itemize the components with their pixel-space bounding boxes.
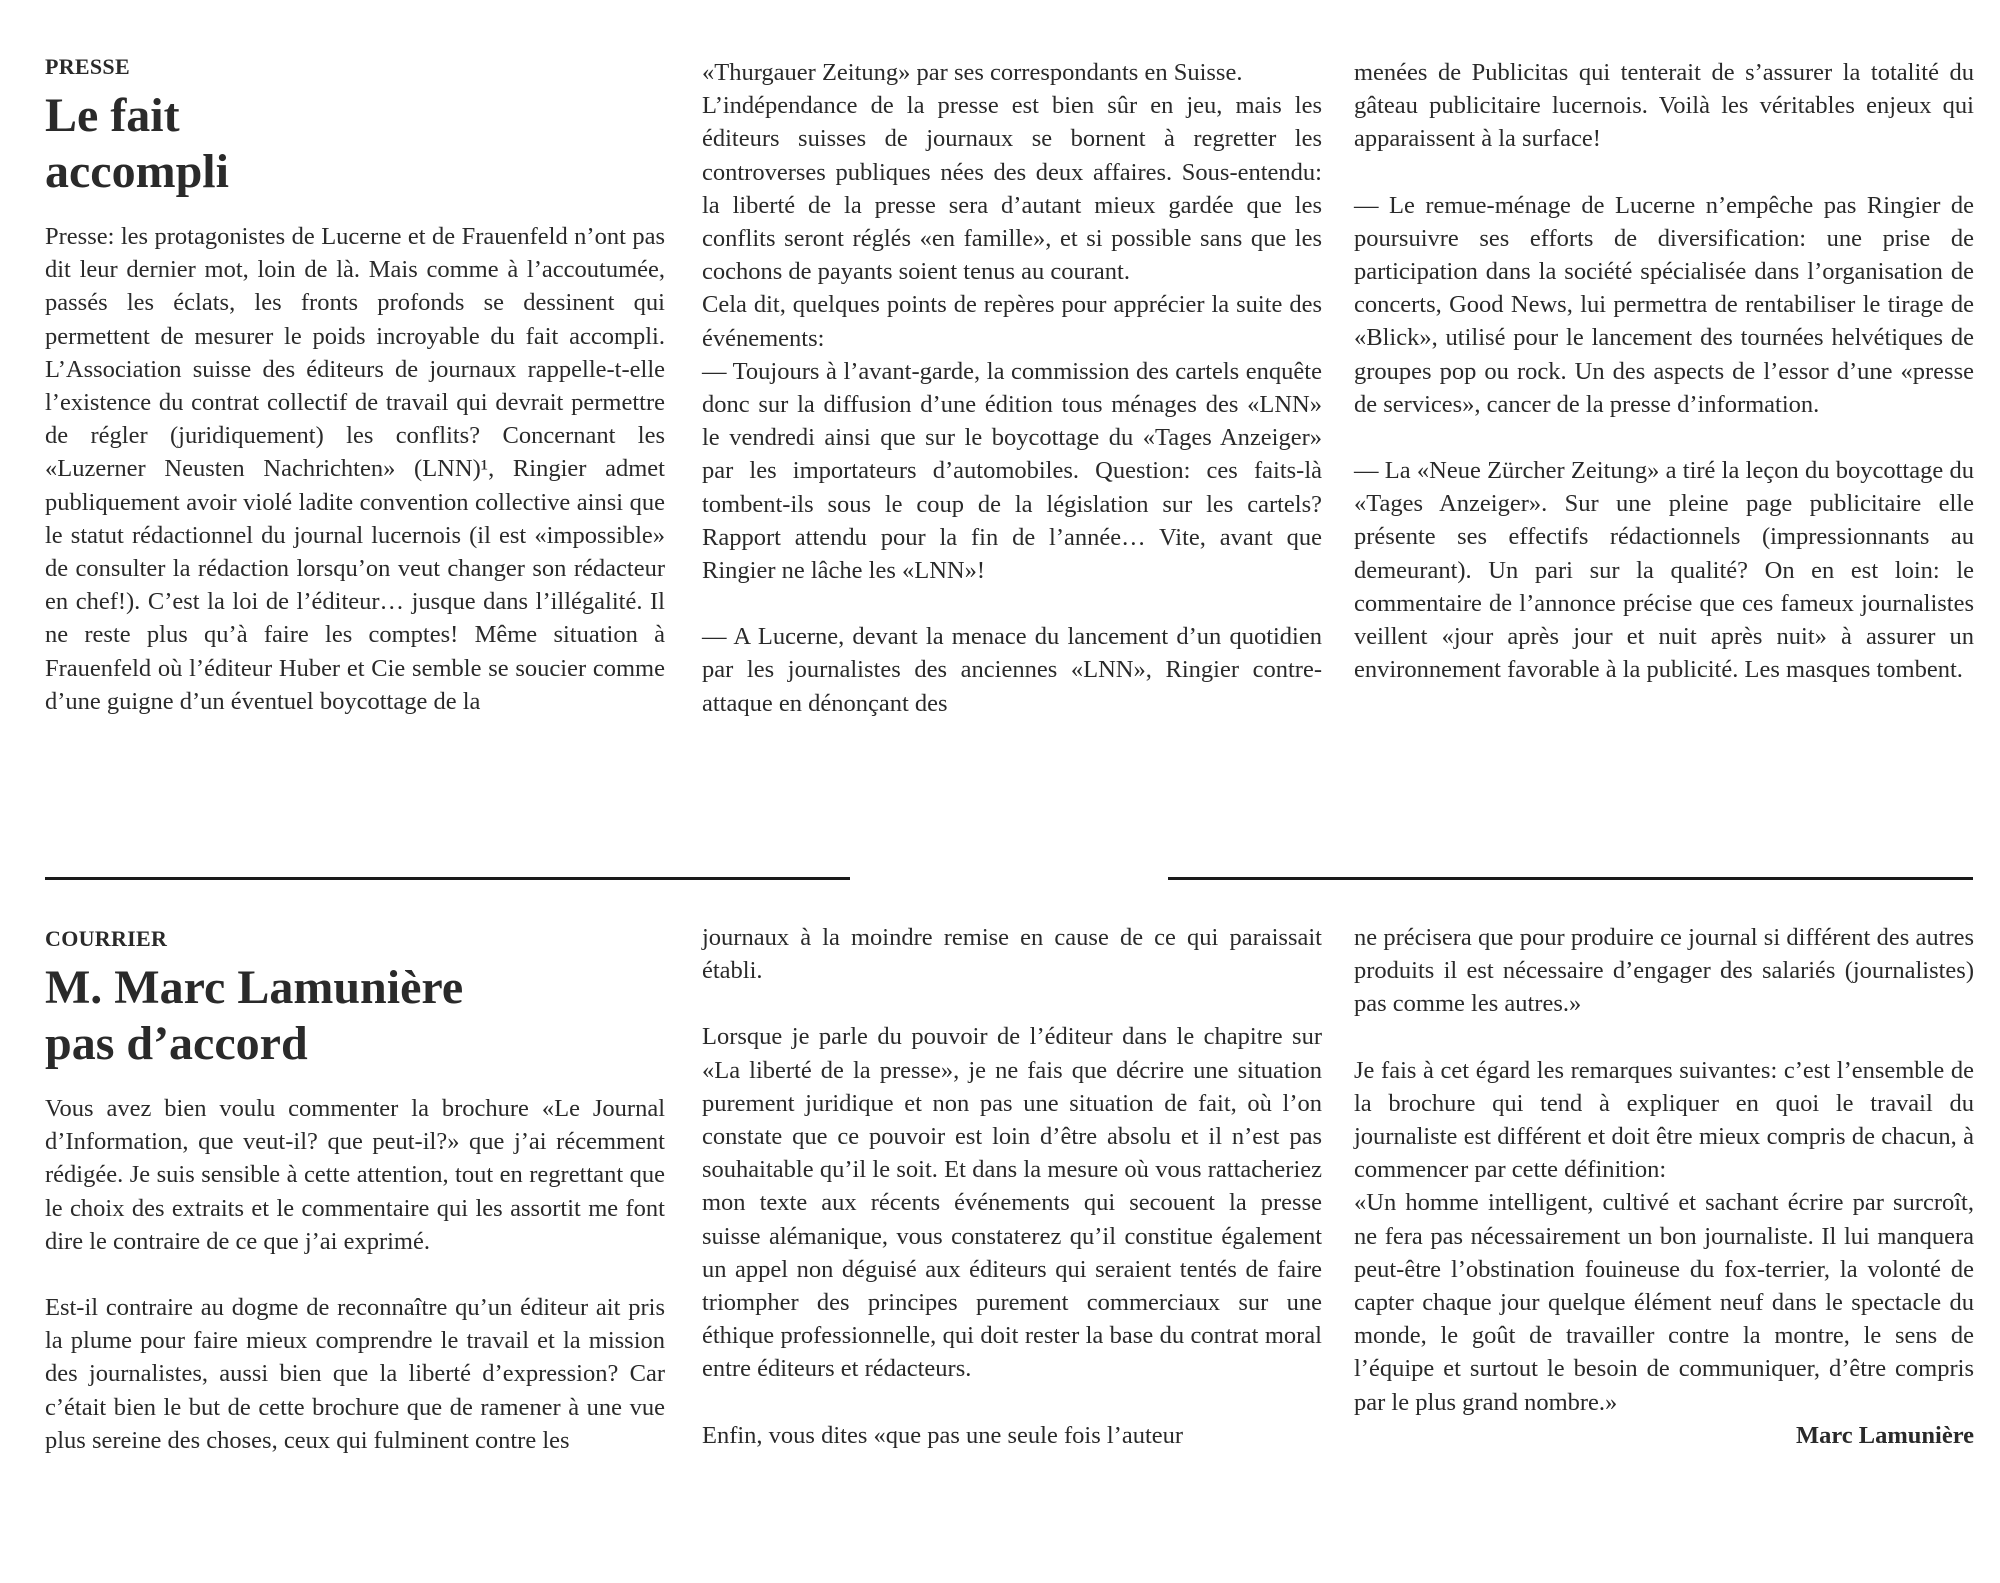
headline-line: Le fait bbox=[45, 89, 180, 142]
paragraph: — A Lucerne, devant la menace du lancement d’un quotidien par les journalistes des anciennes «LNN», Ringier contre-attaque en dénonçant des bbox=[702, 623, 1322, 717]
paragraph: «Thurgauer Zeitung» par ses correspondants en Suisse. bbox=[702, 59, 1243, 86]
section-kicker: PRESSE bbox=[45, 54, 130, 79]
paragraph: Cela dit, quelques points de repères pour apprécier la suite des événements: bbox=[702, 291, 1322, 352]
paragraph: Enfin, vous dites «que pas une seule fois l’auteur bbox=[702, 1421, 1184, 1449]
paragraph: Je fais à cet égard les remarques suivantes: c’est l’ensemble de la brochure qui tend à expliquer en quoi le travail du journaliste est différent et doit être mieux compris de chacun, à commencer par cette définition: bbox=[1354, 1056, 1974, 1184]
headline-line: pas d’accord bbox=[45, 1017, 308, 1070]
author-signature: Marc Lamunière bbox=[1795, 1421, 1974, 1449]
paragraph: «Un homme intelligent, cultivé et sachant écrire par surcroît, ne fera pas nécessairement un bon journaliste. Il lui manquera peut-être l’obstination fouineuse du fox-terrier, la volonté de capter chaque jour quelque élément neuf dans le spectacle du monde, le goût de travailler contre la montre, le sens de l’équipe et surtout le besoin de communiquer, d’être compris par le plus grand nombre.» bbox=[1354, 1189, 1974, 1416]
article1-column3 bbox=[1354, 56, 1974, 686]
paragraph: Presse: les protagonistes de Lucerne et de Frauenfeld n’ont pas dit leur dernier mot, loin de là. Mais comme à l’accoutumée, passés les éclats, les fronts profonds se dessinent qui permettent de mesurer le poids incroyable du fait accompli. L’Association suisse des éditeurs de journaux rappelle-t-elle l’existence du contrat collectif de travail qui devrait permettre de régler (juridiquement) les conflits? Concernant les «Luzerner Neusten Nachrichten» (LNN)¹, Ringier admet publiquement avoir violé ladite convention collective ainsi que le statut rédactionnel du journal lucernois (il est «impossible» de consulter la rédaction lorsqu’on veut changer son rédacteur en chef!). C’est la loi de l’éditeur… jusque dans l’illégalité. Il ne reste plus qu’à faire les comptes! Même situation à Frauenfeld où l’éditeur Huber et Cie semble se soucier comme d’une guigne d’un éventuel boycottage de la bbox=[45, 223, 665, 715]
article2-column1 bbox=[45, 926, 665, 1457]
paragraph: ne précisera que pour produire ce journal si différent des autres produits il est nécessaire d’engager des salariés (journalistes) pas comme les autres.» bbox=[1354, 924, 1974, 1018]
section-divider-left bbox=[45, 877, 850, 880]
paragraph: menées de Publicitas qui tenterait de s’assurer la totalité du gâteau publicitaire lucernois. Voilà les véritables enjeux qui apparaissent à la surface! bbox=[1354, 59, 1974, 153]
paragraph: Est-il contraire au dogme de reconnaître qu’un éditeur ait pris la plume pour faire mieux comprendre le travail et la mission des journalistes, aussi bien que la liberté d’expression? Car c’était bien le but de cette brochure que de ramener à une vue plus sereine des choses, ceux qui fulminent contre les bbox=[45, 1294, 665, 1454]
paragraph: — Toujours à l’avant-garde, la commission des cartels enquête donc sur la diffusion d’une édition tous ménages des «LNN» le vendredi ainsi que sur le boycottage du «Tages Anzeiger» par les importateurs d’automobiles. Question: ces faits-là tombent-ils sous le coup de la législation sur les cartels? Rapport attendu pour la fin de l’année… Vite, avant que Ringier ne lâche les «LNN»! bbox=[702, 357, 1322, 585]
paragraph: Lorsque je parle du pouvoir de l’éditeur dans le chapitre sur «La liberté de la presse», je ne fais que décrire une situation purement juridique et non pas une situation de fait, où l’on constate que ce pouvoir est loin d’être absolu et il n’est pas souhaitable qu’il le soit. Et dans la mesure où vous rattacheriez mon texte aux récents événements qui secouent la presse suisse alémanique, vous constaterez qu’il constitue également un appel non déguisé aux éditeurs qui seraient tentés de faire triompher des principes purement commerciaux sur une éthique professionnelle, qui doit rester la base du contrat moral entre éditeurs et rédacteurs. bbox=[702, 1023, 1322, 1383]
paragraph: — La «Neue Zürcher Zeitung» a tiré la leçon du boycottage du «Tages Anzeiger». Sur une pleine page publicitaire elle présente ses effectifs rédactionnels (impressionnants au demeurant). Un pari sur la qualité? On en est loin: le commentaire de l’annonce précise que ces fameux journalistes veillent «jour après jour et nuit après nuit» à assurer un environnement favorable à la publicité. Les masques tombent. bbox=[1354, 457, 1974, 684]
paragraph: Vous avez bien voulu commenter la brochure «Le Journal d’Information, que veut-il? que peut-il?» que j’ai récemment rédigée. Je suis sensible à cette attention, tout en regrettant que le choix des extraits et le commentaire qui les assortit me font dire le contraire de ce que j’ai exprimé. bbox=[45, 1095, 665, 1255]
headline-line: accompli bbox=[45, 145, 229, 198]
paragraph: L’indépendance de la presse est bien sûr en jeu, mais les éditeurs suisses de journaux se bornent à regretter les controverses publiques nées des deux affaires. Sous-entendu: la liberté de la presse sera d’autant mieux gardée que les conflits seront réglés «en famille», et si possible sans que les cochons de payants soient tenus au courant. bbox=[702, 92, 1322, 286]
article2-column3 bbox=[1354, 921, 1974, 1452]
paragraph: journaux à la moindre remise en cause de ce qui paraissait établi. bbox=[702, 924, 1322, 985]
article-headline bbox=[45, 88, 665, 200]
paragraph: — Le remue-ménage de Lucerne n’empêche pas Ringier de poursuivre ses efforts de diversification: une prise de participation dans la société spécialisée dans l’organisation de concerts, Good News, lui permettra de rentabiliser le tirage de «Blick», utilisé pour le lancement des tournées helvétiques de groupes pop ou rock. Un des aspects de l’essor d’une «presse de services», cancer de la presse d’information. bbox=[1354, 191, 1974, 418]
section-kicker: COURRIER bbox=[45, 926, 168, 951]
article2-column2 bbox=[702, 921, 1322, 1452]
article1-column2 bbox=[702, 56, 1322, 720]
section-divider-right bbox=[1168, 877, 1973, 880]
headline-line: M. Marc Lamunière bbox=[45, 961, 464, 1014]
article1-column1 bbox=[45, 54, 665, 718]
article-headline bbox=[45, 960, 665, 1072]
